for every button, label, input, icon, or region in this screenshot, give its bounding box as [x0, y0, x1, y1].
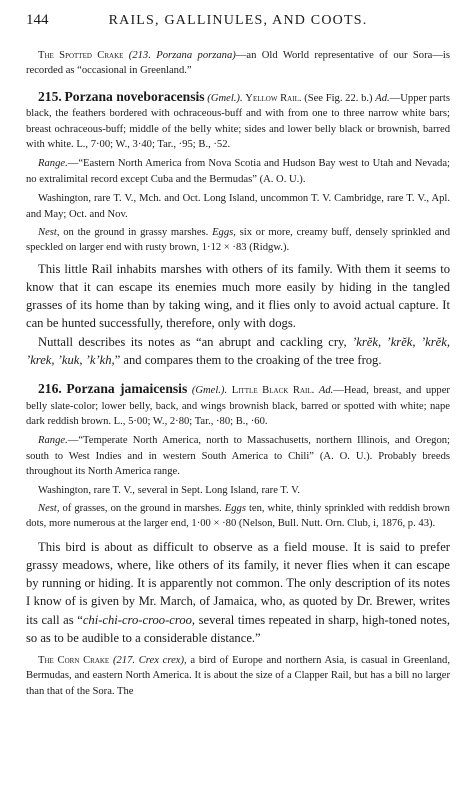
species-215-eggs-text: six or more, creamy buff, densely sprinkled and speckled on larger end with rusty brown, 1·12 × ·83 (Ridgw.). — [26, 227, 450, 254]
species-215-notes: ’krĕk, ’krĕk, ’krĕk, ’krek, ’kuk, ’k’kh, — [26, 334, 450, 367]
species-215-author: (Gmel.). — [207, 92, 243, 104]
species-216-eggs-text: ten, white, thinly sprinkled with reddish brown dots, more numerous at the larger end, 1·00 × ·80 (Nelson, Bull. Nutt. Orn. Club, i, 1876, p. 43). — [26, 502, 450, 530]
species-215-range-label: Range. — [38, 158, 68, 170]
page-number: 144 — [26, 12, 49, 28]
species-215-nest-text: on the ground in grassy marshes. — [59, 227, 213, 239]
species-216-call: chi-chi-cro-croo-croo, — [82, 612, 196, 627]
species-215-paragraph-2 — [26, 333, 450, 369]
species-215-common-name: Yellow Rail. — [245, 92, 302, 104]
species-215-para2-start: Nuttall describes its notes as “an abrupt and cackling cry, — [38, 334, 353, 349]
species-216-records: Washington, rare T. V., several in Sept. Long Island, rare T. V. — [38, 484, 301, 496]
species-215-ad-label: Ad. — [375, 92, 390, 104]
species-215-description — [26, 89, 450, 153]
species-215-eggs-label: Eggs, — [212, 227, 236, 239]
species-215-nest — [26, 225, 450, 256]
species-215-nest-label: Nest, — [38, 227, 60, 239]
species-216-range-text: —“Temperate North America, north to Massachusetts, northern Illinois, and Oregon; south to West Indies and in western South America to Chili” (A. O. U.). Probably breeds throughout its North America range. — [26, 435, 450, 478]
species-216-description — [26, 381, 450, 429]
species-215-para2-end: ” and compares them to the croaking of the tree frog. — [114, 352, 382, 367]
corn-crake-note — [26, 653, 450, 699]
species-216-nest — [26, 501, 450, 532]
corn-crake-ref: (217. Crex crex), — [112, 654, 187, 666]
species-215-range — [26, 156, 450, 187]
species-216-ad-label: Ad. — [318, 385, 334, 397]
species-216-nest-text: of grasses, on the ground in marshes. — [59, 502, 225, 514]
spotted-crake-ref: (213. Porzana porzana) — [128, 50, 236, 61]
species-216-eggs-label: Eggs — [224, 502, 246, 514]
species-216-range-label: Range. — [38, 435, 68, 447]
corn-crake-text: a bird of Europe and northern Asia, is casual in Greenland, Bermudas, and eastern North America. It is about the size of a Clapper Rail, but has a bill no larger than that of the Sora. The — [26, 654, 451, 697]
species-216-number: 216. — [38, 381, 62, 397]
spotted-crake-note — [26, 48, 450, 79]
species-216-author: (Gmel.). — [191, 385, 228, 397]
species-216-name: Porzana jamaicensis — [66, 381, 188, 397]
species-216-common-name: Little Black Rail. — [231, 385, 315, 397]
species-215-number: 215. — [38, 88, 62, 104]
species-216-paragraph-1 — [26, 538, 450, 647]
spotted-crake-name: The Spotted Crake — [38, 50, 124, 61]
corn-crake-name: The Corn Crake — [38, 654, 110, 666]
species-215-ad-text: —Upper parts black, the feathers bordered with ochraceous-buff and with from one to three narrow white bars; breast ochraceous-buff; middle of the belly white; sides and lower belly black or brownish, barred with white. L., 7·00; W., 3·40; Tar., ·95; B., ·52. — [26, 92, 450, 151]
page-header — [26, 12, 450, 34]
species-215-name: Porzana noveboracensis — [64, 88, 205, 104]
species-215-range-text: —“Eastern North America from Nova Scotia and Hudson Bay west to Utah and Nevada; no extralimital record except Cuba and the Bermudas” (A. O. U.). — [26, 158, 450, 185]
species-216-range — [26, 433, 450, 479]
species-216-para1-start: This bird is about as difficult to observe as a field mouse. It is said to prefer grassy meadows, where, like others of its family, it never flies when it can escape by running or hiding. It is apparently not common. The only description of its notes I know of is given by Mr. March, of Jamaica, who, as quoted by Dr. Brewer, writes its call as “ — [26, 539, 450, 627]
species-215-figure-ref: (See Fig. 22. b.) — [304, 92, 373, 104]
species-215-records: Washington, rare T. V., Mch. and Oct. Long Island, uncommon T. V. Cambridge, rare T. V., Apl. and May; Oct. and Nov. — [26, 193, 450, 220]
species-216-nest-label: Nest, — [38, 502, 60, 514]
species-216-ad-text: —Head, breast, and upper belly slate-color; lower belly, back, and wings brownish black, barred or spotted with white; nape dark reddish brown. L., 5·00; W., 2·80; Tar., ·80; B., ·60. — [26, 385, 450, 427]
species-216-para1-end: several times repeated in sharp, high-toned notes, so as to be audible to a considerable distance.” — [26, 612, 450, 645]
species-215-paragraph-1: This little Rail inhabits marshes with others of its family. With them it seems to know that it can escape its enemies much more easily by hiding in the tangled grasses of its home than by taking wing, and it flies only to avoid actual capture. It can be hunted successfully, therefore, only with dogs. — [26, 261, 450, 331]
running-head: RAILS, GALLINULES, AND COOTS. — [108, 13, 368, 28]
spotted-crake-text: —an Old World representative of our Sora—is recorded as “occasional in Greenland.” — [26, 50, 450, 77]
